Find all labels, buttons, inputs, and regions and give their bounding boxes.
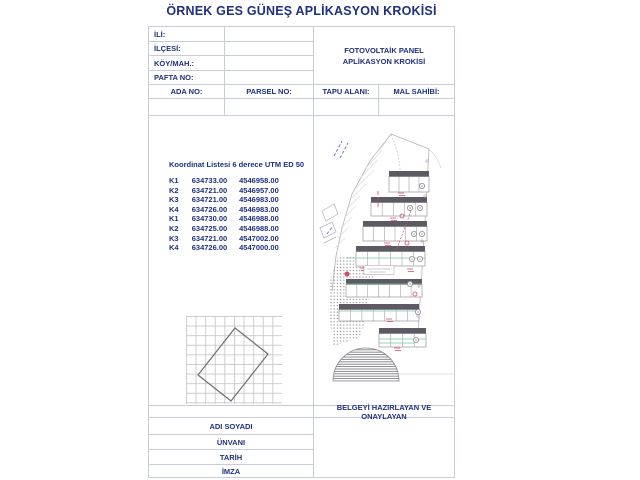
easting: 634721.00 [191,233,228,243]
photovoltaic-title-line2: APLİKASYON KROKİSİ [342,56,426,66]
northing: 4546957.00 [239,185,279,195]
northing: 4546988.00 [239,214,279,224]
coordinate-row [169,224,296,234]
coordinate-row [169,176,296,186]
field-label-koymah: KÖY/MAH.: [149,56,225,71]
coordinate-list [169,160,305,253]
col-header-tapu-alani: TAPU ALANI: [314,85,379,99]
coordinate-row [169,186,296,196]
easting: 634721.00 [191,195,228,205]
coordinate-row [169,214,296,224]
point-id: K1 [169,214,179,224]
footer-label-unvani: ÜNVANI [149,435,314,450]
easting: 634733.00 [191,176,228,185]
field-value-pafta [225,71,314,85]
path-dashed-line [391,134,400,171]
col-header-mal-sahibi: MAL SAHİBİ: [379,85,454,99]
parcel-info-table [148,26,455,116]
point-id: K3 [169,195,179,205]
footer-label-tarih: TARİH [149,450,314,465]
footer-empty-cell [149,406,314,418]
location-grid-sketch [186,316,282,404]
main-content-area [148,116,455,406]
value-mal-sahibi [379,99,454,115]
northing: 4547000.00 [239,243,279,253]
company-label-box [364,266,394,275]
field-label-ili: İLİ: [149,27,225,42]
easting: 634726.00 [191,204,228,214]
field-value-ili [225,27,314,42]
point-id: K4 [169,243,179,253]
hatched-mound [333,348,399,381]
northing: 4546983.00 [239,204,279,214]
northing: 4546983.00 [239,195,279,205]
coordinate-row [169,195,296,205]
point-id: K2 [169,223,179,233]
coordinate-row [169,234,296,244]
point-id: K3 [169,233,179,243]
northing: 4547002.00 [239,233,279,243]
easting: 634730.00 [191,214,228,224]
point-id: K1 [169,176,179,185]
easting: 634726.00 [191,243,228,253]
blue-dash-marks [327,141,348,234]
value-parsel-no [225,99,314,115]
field-value-ilcesi [225,42,314,56]
coordinate-row [169,205,296,215]
footer-label-imza: İMZA [149,465,314,477]
signature-table [148,402,455,478]
field-label-pafta: PAFTA NO: [149,71,225,85]
value-ada-no [149,99,225,115]
footer-section-title: BELGEYİ HAZIRLAYAN VE ONAYLAYAN [314,406,454,418]
page-title: ÖRNEK GES GÜNEŞ APLİKASYON KROKİSİ [166,4,437,18]
neighbor-parcel-scribbles [320,204,338,243]
easting: 634725.00 [191,223,228,233]
coordinate-rows [169,176,296,253]
value-tapu-alani [314,99,379,115]
easting: 634721.00 [191,185,228,195]
coordinate-list-header: Koordinat Listesi 6 derece UTM ED 50 [169,160,305,169]
site-plan-drawing [314,116,455,404]
photovoltaic-title-line1: FOTOVOLTAİK PANEL [344,45,424,55]
northing: 4546988.00 [239,223,279,233]
point-id: K2 [169,185,179,195]
footer-label-adi-soyadi: ADI SOYADI [149,418,314,435]
field-value-koymah [225,56,314,71]
northing: 4546958.00 [239,176,279,185]
col-header-parsel-no: PARSEL NO: [225,85,314,99]
point-id: K4 [169,204,179,214]
coordinate-row [169,243,296,253]
col-header-ada-no: ADA NO: [149,85,225,99]
field-label-ilcesi: İLÇESİ: [149,42,225,56]
signature-area [314,418,454,477]
photovoltaic-title-cell [314,27,454,85]
